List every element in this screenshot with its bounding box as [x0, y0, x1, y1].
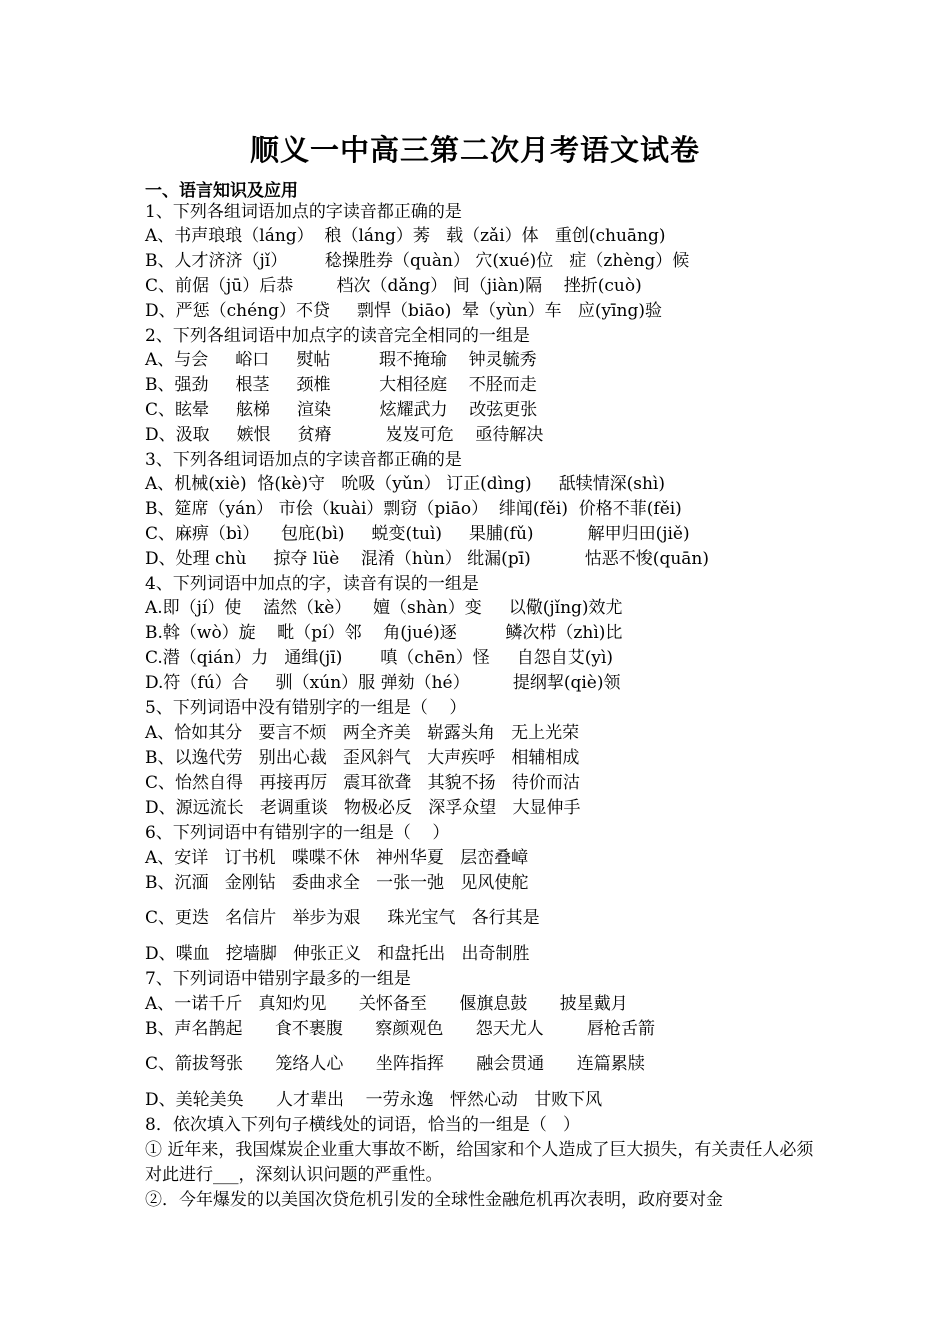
text-line: D.符（fú）合 驯（xún）服 弹劾（hé） 提纲挈(qiè)领 — [145, 673, 621, 693]
q8-sentence-1: ① 近年来，我国煤炭企业重大事故不断，给国家和个人造成了巨大损失，有关责任人必须对此进行___，深刻认识问题的严重性。 — [145, 1140, 814, 1185]
text-line: A、安详 订书机 喋喋不休 神州华夏 层峦叠嶂 — [145, 848, 529, 868]
text-line: D、处理 chù 掠夺 lüè 混淆（hùn） 纰漏(pī) 怙恶不悛(quān) — [145, 549, 709, 569]
text-line: 3、下列各组词语加点的字读音都正确的是 — [145, 450, 462, 470]
text-line: C、怡然自得 再接再厉 震耳欲聋 其貌不扬 待价而沽 — [145, 773, 580, 793]
text-line: D、严惩（chéng）不贷 剽悍（biāo) 晕（yùn）车 应(yīng)验 — [145, 301, 662, 321]
text-line: D、汲取 嫉恨 贫瘠 岌岌可危 亟待解决 — [145, 425, 544, 445]
text-line: B、筵席（yán） 市侩（kuài）剽窃（piāo） 绯闻(fěi) 价格不菲(fěi) — [145, 499, 682, 519]
exam-title: 顺义一中高三第二次月考语文试卷 — [249, 133, 700, 167]
text-line: A、机械(xiè) 恪(kè)守 吮吸（yǔn） 订正(dìng) 舐犊情深(shì) — [145, 474, 665, 494]
text-line: B.斡（wò）旋 毗（pí）邻 角(jué)逐 鳞次栉（zhì)比 — [145, 623, 623, 643]
text-line: A.即（jí）使 溘然（kè） 嬗（shàn）变 以儆(jǐng)效尤 — [145, 598, 623, 618]
text-line: 1、下列各组词语加点的字读音都正确的是 — [145, 202, 462, 222]
text-line: C、麻痹（bì） 包庇(bì) 蜕变(tuì) 果脯(fǔ) 解甲归田(jiě) — [145, 524, 690, 544]
text-line: D、喋血 挖墙脚 伸张正义 和盘托出 出奇制胜 — [145, 944, 530, 964]
text-line: C.潜（qián）力 通缉(jī) 嗔（chēn）怪 自怨自艾(yì) — [145, 648, 614, 668]
text-line: A、书声琅琅（láng） 稂（láng）莠 载（zǎi）体 重创(chuāng) — [145, 226, 666, 246]
text-line: A、恰如其分 要言不烦 两全齐美 崭露头角 无上光荣 — [145, 723, 580, 743]
text-line: C、更迭 名信片 举步为艰 珠光宝气 各行其是 — [145, 908, 540, 928]
text-line: B、人才济济（jǐ） 稔操胜券（quàn） 穴(xué)位 症（zhèng）候 — [145, 251, 690, 271]
text-line: D、美轮美奂 人才辈出 一劳永逸 怦然心动 甘败下风 — [145, 1090, 603, 1110]
text-line: C、箭拔弩张 笼络人心 坐阵指挥 融会贯通 连篇累牍 — [145, 1054, 645, 1074]
text-line: 8．依次填入下列句子横线处的词语，恰当的一组是（ ） — [145, 1115, 581, 1135]
text-line: C、眩晕 舷梯 渲染 炫耀武力 改弦更张 — [145, 400, 538, 420]
q8-sentence-2: ②．今年爆发的以美国次贷危机引发的全球性金融危机再次表明，政府要对金 — [145, 1190, 723, 1210]
text-line: D、源远流长 老调重谈 物极必反 深孚众望 大显伸手 — [145, 798, 581, 818]
text-line: 5、下列词语中没有错别字的一组是（ ） — [145, 698, 467, 718]
text-line: B、沉湎 金刚钻 委曲求全 一张一弛 见风使舵 — [145, 873, 529, 893]
text-line: 7、下列词语中错别字最多的一组是 — [145, 969, 411, 989]
text-line: A、一诺千斤 真知灼见 关怀备至 偃旗息鼓 披星戴月 — [145, 994, 628, 1014]
text-line: B、以逸代劳 别出心裁 歪风斜气 大声疾呼 相辅相成 — [145, 748, 580, 768]
text-line: A、与会 峪口 熨帖 瑕不掩瑜 钟灵毓秀 — [145, 350, 537, 370]
text-line: C、前倨（jū）后恭 档次（dǎng） 间（jiàn)隔 挫折(cuò) — [145, 276, 642, 296]
section-heading: 一、语言知识及应用 — [145, 181, 298, 201]
text-line: 4、下列词语中加点的字，读音有误的一组是 — [145, 574, 479, 594]
text-line: 2、下列各组词语中加点字的读音完全相同的一组是 — [145, 326, 530, 346]
text-line: 6、下列词语中有错别字的一组是（ ） — [145, 823, 450, 843]
text-line: B、声名鹊起 食不裹腹 察颜观色 怨天尤人 唇枪舌箭 — [145, 1019, 655, 1039]
text-line: B、强劲 根茎 颈椎 大相径庭 不胫而走 — [145, 375, 537, 395]
